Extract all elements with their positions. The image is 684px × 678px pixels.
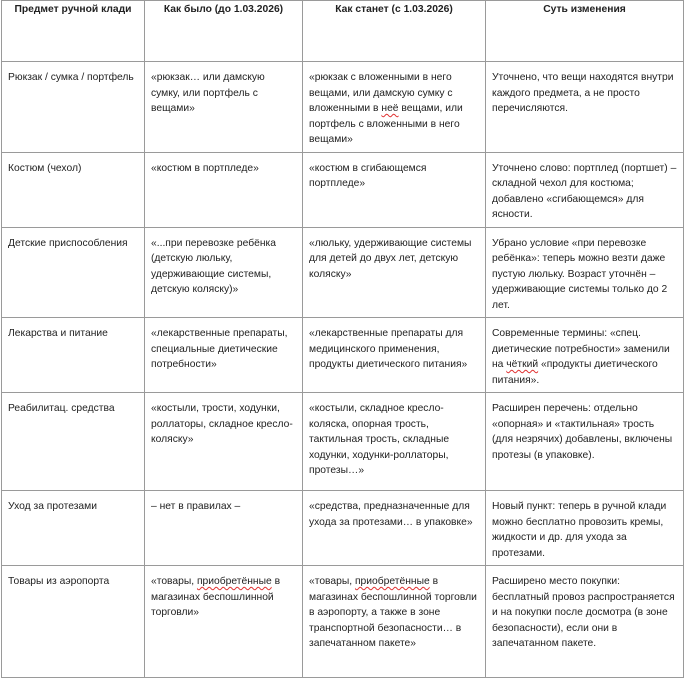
table-row [2,62,684,153]
before-cell: – нет в правилах – [145,491,303,566]
header-change: Суть изменения [486,1,684,62]
carry-on-rules-table [1,0,684,678]
after-cell: «лекарственные препараты для медицинского применения, продукты диетического питания» [303,318,486,393]
after-text-part: вещами, или портфель с вложенными в него вещами» [309,103,463,145]
after-cell: «костюм в сгибающемся портпледе» [303,152,486,227]
after-cell: «костыли, складное кресло-коляска, опорная трость, тактильная трость, складные ходунки, ходунки-роллаторы, протезы…» [303,393,486,491]
item-cell: Товары из аэропорта [2,566,145,678]
change-cell: Уточнено слово: портплед (портшет) – складной чехол для костюма; добавлено «сгибающемся» для ясности. [486,152,684,227]
spellcheck-underlined-word: приобретённые [354,576,430,587]
before-cell: «...при перевозке ребёнка (детскую люльку, удерживающие системы, детскую коляску)» [145,227,303,318]
change-cell [486,318,684,393]
table-row [2,566,684,678]
table-row [2,393,684,491]
change-text-part: «продукты диетического питания». [492,359,658,386]
after-cell [303,62,486,153]
change-cell: Расширен перечень: отдельно «опорная» и «тактильная» трость (для незрячих) добавлены, включены протезы (в упаковке). [486,393,684,491]
before-cell [145,566,303,678]
item-cell: Рюкзак / сумка / портфель [2,62,145,153]
item-cell: Уход за протезами [2,491,145,566]
spellcheck-underlined-word: неё [381,103,399,114]
after-cell [303,566,486,678]
table-header-row [2,1,684,62]
table-row [2,152,684,227]
item-cell: Костюм (чехол) [2,152,145,227]
header-item: Предмет ручной клади [2,1,145,62]
before-text-part: в магазинах беспошлинной торговли» [151,576,281,618]
change-cell: Уточнено, что вещи находятся внутри каждого предмета, а не просто перечисляются. [486,62,684,153]
change-cell: Убрано условие «при перевозке ребёнка»: теперь можно везти даже пустую люльку. Возраст уточнён – удерживающие системы только до 2 лет. [486,227,684,318]
before-cell: «костюм в портпледе» [145,152,303,227]
item-cell: Лекарства и питание [2,318,145,393]
after-text-part: в магазинах беспошлинной торговли в аэропорту, а также в зоне транспортной безопасности… в запечатанном пакете» [309,576,477,649]
header-after: Как станет (с 1.03.2026) [303,1,486,62]
item-cell: Реабилитац. средства [2,393,145,491]
after-cell: «средства, предназначенные для ухода за протезами… в упаковке» [303,491,486,566]
before-cell: «костыли, трости, ходунки, роллаторы, складное кресло-коляску» [145,393,303,491]
change-text-part: Современные термины: «спец. диетические потребности» заменили на [492,328,670,370]
after-text-part: «товары, [309,576,355,587]
table-row [2,318,684,393]
before-text-part: «товары, [151,576,197,587]
spellcheck-underlined-word: приобретённые [196,576,272,587]
before-cell: «рюкзак… или дамскую сумку, или портфель с вещами» [145,62,303,153]
change-cell: Расширено место покупки: бесплатный провоз распространяется и на покупки после досмотра (в зоне безопасности), если они в запечатанном пакете. [486,566,684,678]
after-text-part: «рюкзак с вложенными в него вещами, или дамскую сумку с вложенными в [309,72,453,114]
after-cell: «люльку, удерживающие системы для детей до двух лет, детскую коляску» [303,227,486,318]
change-cell: Новый пункт: теперь в ручной клади можно бесплатно провозить кремы, жидкости и др. для ухода за протезами. [486,491,684,566]
before-cell: «лекарственные препараты, специальные диетические потребности» [145,318,303,393]
header-before: Как было (до 1.03.2026) [145,1,303,62]
spellcheck-underlined-word: чёткий [506,359,539,370]
table-row [2,227,684,318]
item-cell: Детские приспособления [2,227,145,318]
table-row [2,491,684,566]
